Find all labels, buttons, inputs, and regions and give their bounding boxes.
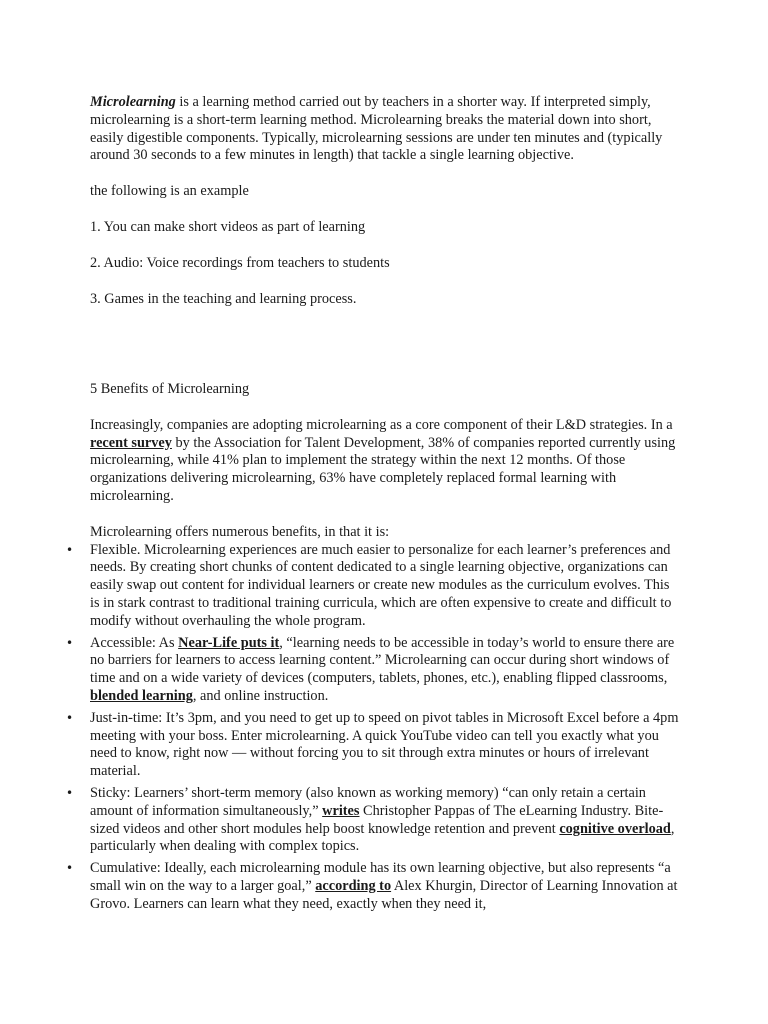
adoption-paragraph	[90, 417, 682, 506]
writes-link[interactable]: writes	[322, 802, 360, 819]
list-item-accessible	[66, 634, 682, 706]
example-item-1: 1. You can make short videos as part of learning	[90, 218, 366, 235]
example-item-3: 3. Games in the teaching and learning process.	[90, 290, 357, 307]
near-life-link[interactable]: Near-Life puts it	[178, 634, 280, 651]
recent-survey-link[interactable]: recent survey	[90, 434, 172, 451]
sticky-text-post: , particularly when dealing with complex topics.	[90, 820, 675, 855]
adoption-text-post: by the Association for Talent Development, 38% of companies reported currently using microlearning, while 41% plan to implement the strategy within the next 12 months. Of those organizations delivering microlearning, 63% have completely replaced formal learning with microlearning.	[90, 434, 676, 504]
microlearning-term: Microlearning	[90, 94, 176, 110]
example-heading: the following is an example	[90, 183, 249, 200]
intro-text: is a learning method carried out by teachers in a shorter way. If interpreted simply, microlearning is a short-term learning method. Microlearning breaks the material down into short, easily digestible components. Typically, microlearning sessions are under ten minutes and (typically around 30 seconds to a few minutes in length) that tackle a single learning objective.	[90, 94, 663, 164]
bullet-icon: •	[66, 861, 74, 876]
adoption-text-pre: Increasingly, companies are adopting microlearning as a core component of their L&D strategies. In a	[90, 416, 673, 433]
bullet-icon: •	[66, 542, 74, 557]
accessible-text-post: , and online instruction.	[192, 687, 329, 704]
accessible-text-pre: Accessible: As	[90, 634, 179, 651]
benefits-heading: 5 Benefits of Microlearning	[90, 381, 250, 397]
intro-paragraph	[90, 94, 682, 165]
list-item-flexible	[66, 541, 682, 631]
cognitive-overload-link[interactable]: cognitive overload	[559, 820, 671, 837]
cumulative-text-post: Alex Khurgin, Director of Learning Innovation at Grovo. Learners can learn what they need, exactly when they need it,	[90, 877, 678, 912]
bullet-icon: •	[66, 635, 74, 650]
example-item-2: 2. Audio: Voice recordings from teachers to students	[90, 254, 390, 271]
list-item-cumulative	[66, 860, 682, 913]
just-in-time-text: Just-in-time: It’s 3pm, and you need to get up to speed on pivot tables in Microsoft Excel before a 4pm meeting with your boss. Enter microlearning. A quick YouTube video can tell you exactly what you need to know, right now — without forcing you to sit through extra minutes or hours of irrelevant material.	[90, 709, 679, 780]
list-item-sticky	[66, 784, 682, 856]
sticky-text-mid: Christopher Pappas of The eLearning Industry. Bite-sized videos and other short modules help boost knowledge retention and prevent	[90, 802, 664, 837]
cumulative-text-pre: Cumulative: Ideally, each microlearning module has its own learning objective, but also represents “a small win on the way to a larger goal,”	[90, 860, 671, 894]
benefits-section	[66, 381, 682, 914]
blended-learning-link[interactable]: blended learning	[90, 687, 193, 704]
offers-paragraph: Microlearning offers numerous benefits, in that it is:	[90, 523, 390, 540]
flexible-text: Flexible. Microlearning experiences are much easier to personalize for each learner’s preferences and needs. By creating short chunks of content dedicated to a single learning objective, organizations can easily swap out content for individual learners or create new modules as the curriculum evolves. This is in stark contrast to traditional training curricula, which are often expensive to create and difficult to modify without overhauling the whole program.	[90, 541, 672, 629]
bullet-icon: •	[66, 785, 74, 800]
intro-section	[90, 94, 682, 308]
according-to-link[interactable]: according to	[315, 877, 392, 894]
list-item-just-in-time	[66, 709, 682, 781]
sticky-text-pre: Sticky: Learners’ short-term memory (also known as working memory) “can only retain a certain amount of information simultaneously,”	[90, 784, 646, 819]
bullet-icon: •	[66, 710, 74, 725]
benefits-list	[66, 541, 682, 914]
accessible-text-mid: , “learning needs to be accessible in today’s world to ensure there are no barriers for learners to access learning content.” Microlearning can occur during short windows of time and on a wide variety of devices (computers, tablets, phones, etc.), enabling flipped classrooms,	[90, 634, 675, 687]
